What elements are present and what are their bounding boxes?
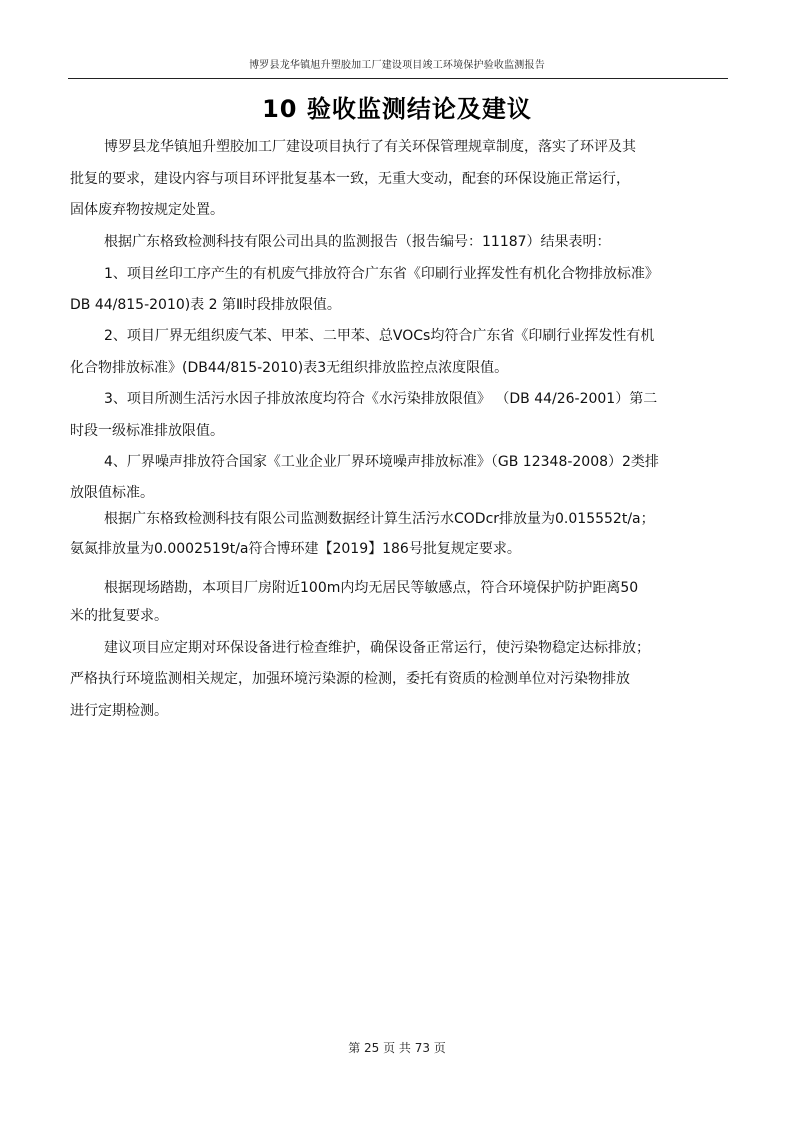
paragraph-line: 根据广东格致检测科技有限公司监测数据经计算生活污水CODcr排放量为0.015552t/a； <box>104 511 655 527</box>
paragraph-line: 博罗县龙华镇旭升塑胶加工厂建设项目执行了有关环保管理规章制度，落实了环评及其 <box>104 139 636 155</box>
paragraph-line: 固体废弃物按规定处置。 <box>70 202 224 218</box>
paragraph-line: 3、项目所测生活污水因子排放浓度均符合《水污染排放限值》 （DB 44/26-2001）第二 <box>104 391 658 407</box>
paragraph-line: 氨氮排放量为0.0002519t/a符合博环建【2019】186号批复规定要求。 <box>70 541 521 557</box>
paragraph-line: 2、项目厂界无组织废气苯、甲苯、二甲苯、总VOCs均符合广东省《印刷行业挥发性有机 <box>104 328 655 344</box>
paragraph-line: 建议项目应定期对环保设备进行检查维护，确保设备正常运行，使污染物稳定达标排放； <box>104 640 650 656</box>
paragraph-line: 根据现场踏勘，本项目厂房附近100m内均无居民等敏感点，符合环境保护防护距离50 <box>104 580 639 596</box>
report-header: 博罗县龙华镇旭升塑胶加工厂建设项目竣工环境保护验收监测报告 <box>249 60 545 71</box>
page-number: 第 25 页 共 73 页 <box>348 1041 446 1055</box>
header-divider <box>68 78 728 79</box>
section-title: 10 验收监测结论及建议 <box>262 95 532 123</box>
paragraph-line: 化合物排放标准》(DB44/815-2010)表3无组织排放监控点浓度限值。 <box>70 360 509 376</box>
paragraph-line: 严格执行环境监测相关规定，加强环境污染源的检测，委托有资质的检测单位对污染物排放 <box>70 671 630 687</box>
paragraph-line: DB 44/815-2010)表 2 第Ⅱ时段排放限值。 <box>70 297 341 313</box>
paragraph-line: 根据广东格致检测科技有限公司出具的监测报告（报告编号：11187）结果表明： <box>104 234 611 250</box>
paragraph-line: 时段一级标准排放限值。 <box>70 423 224 439</box>
paragraph-line: 进行定期检测。 <box>70 703 168 719</box>
paragraph-line: 放限值标准。 <box>70 485 154 501</box>
paragraph-line: 1、项目丝印工序产生的有机废气排放符合广东省《印刷行业挥发性有机化合物排放标准》 <box>104 266 659 282</box>
paragraph-line: 米的批复要求。 <box>70 608 168 624</box>
paragraph-line: 批复的要求，建设内容与项目环评批复基本一致，无重大变动，配套的环保设施正常运行， <box>70 171 630 187</box>
paragraph-line: 4、厂界噪声排放符合国家《工业企业厂界环境噪声排放标准》（GB 12348-2008）2类排 <box>104 454 659 470</box>
